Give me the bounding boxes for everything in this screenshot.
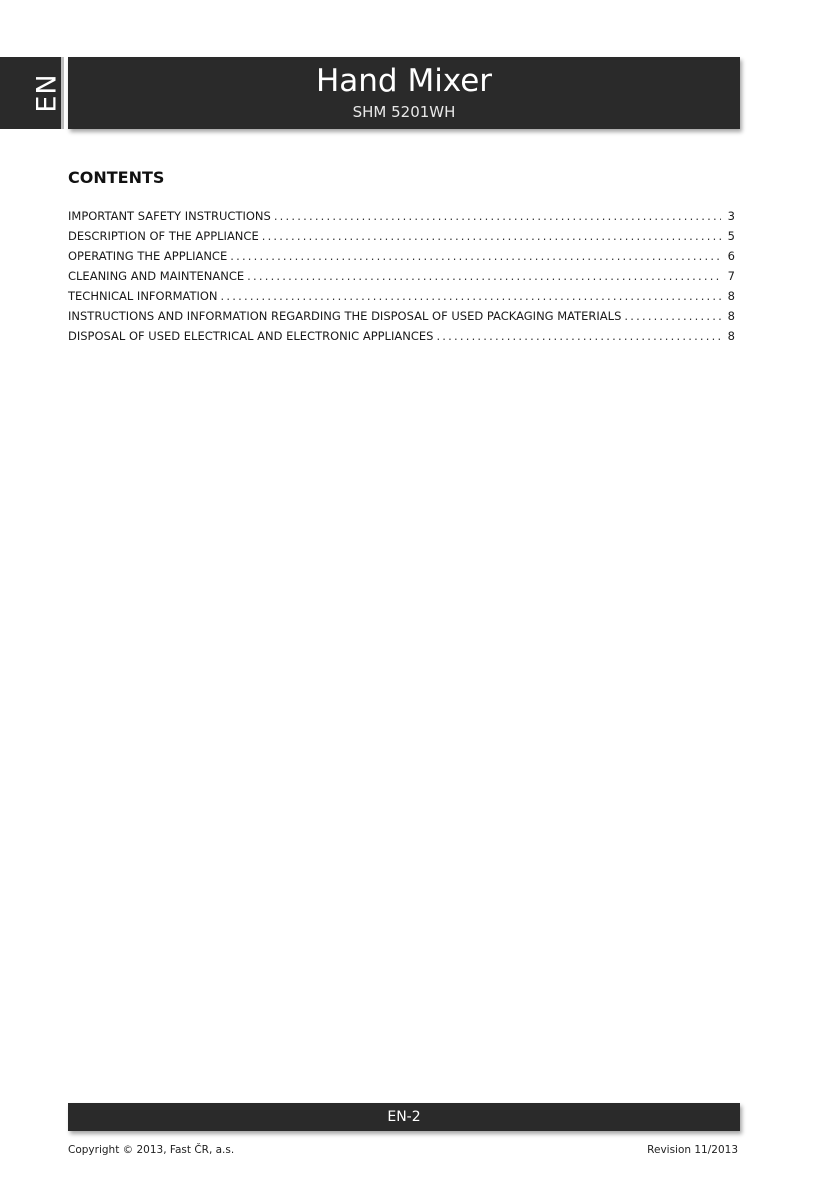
- toc-dot-leader: [221, 289, 721, 303]
- toc-item-title: DISPOSAL OF USED ELECTRICAL AND ELECTRONIC APPLIANCES: [68, 329, 434, 343]
- toc-item-title: DESCRIPTION OF THE APPLIANCE: [68, 229, 259, 243]
- toc-item-safety-instructions[interactable]: [68, 209, 735, 229]
- toc-dot-leader: [624, 309, 721, 323]
- toc-dot-leader: [230, 249, 721, 263]
- toc-item-page: 5: [727, 229, 735, 243]
- toc-dot-leader: [247, 269, 721, 283]
- toc-item-cleaning[interactable]: [68, 269, 735, 289]
- toc-dot-leader: [262, 229, 721, 243]
- header-bar: [68, 57, 740, 129]
- toc-item-title: IMPORTANT SAFETY INSTRUCTIONS: [68, 209, 271, 223]
- toc-item-page: 8: [727, 289, 735, 303]
- copyright-notice: Copyright © 2013, Fast ČR, a.s.: [68, 1144, 235, 1156]
- document-title: Hand Mixer: [315, 63, 493, 99]
- toc-item-page: 6: [727, 249, 735, 263]
- toc-dot-leader: [436, 329, 721, 343]
- toc-item-page: 3: [727, 209, 735, 223]
- toc-item-page: 8: [727, 329, 735, 343]
- revision-label: Revision 11/2013: [647, 1144, 738, 1156]
- toc-item-title: INSTRUCTIONS AND INFORMATION REGARDING THE DISPOSAL OF USED PACKAGING MATERIALS: [68, 309, 622, 323]
- toc-item-packaging-disposal[interactable]: [68, 309, 735, 329]
- toc-item-appliance-disposal[interactable]: [68, 329, 735, 349]
- toc-item-description[interactable]: [68, 229, 735, 249]
- toc-dot-leader: [274, 209, 721, 223]
- toc-item-page: 8: [727, 309, 735, 323]
- language-tab-label: EN: [31, 73, 63, 113]
- toc-item-title: TECHNICAL INFORMATION: [68, 289, 218, 303]
- contents-heading: CONTENTS: [68, 168, 165, 187]
- table-of-contents: [68, 209, 735, 349]
- toc-item-operating[interactable]: [68, 249, 735, 269]
- page-number-bar: EN-2: [68, 1103, 740, 1131]
- toc-item-technical-information[interactable]: [68, 289, 735, 309]
- model-number: SHM 5201WH: [352, 103, 456, 121]
- toc-item-title: CLEANING AND MAINTENANCE: [68, 269, 245, 283]
- toc-item-title: OPERATING THE APPLIANCE: [68, 249, 228, 263]
- toc-item-page: 7: [727, 269, 735, 283]
